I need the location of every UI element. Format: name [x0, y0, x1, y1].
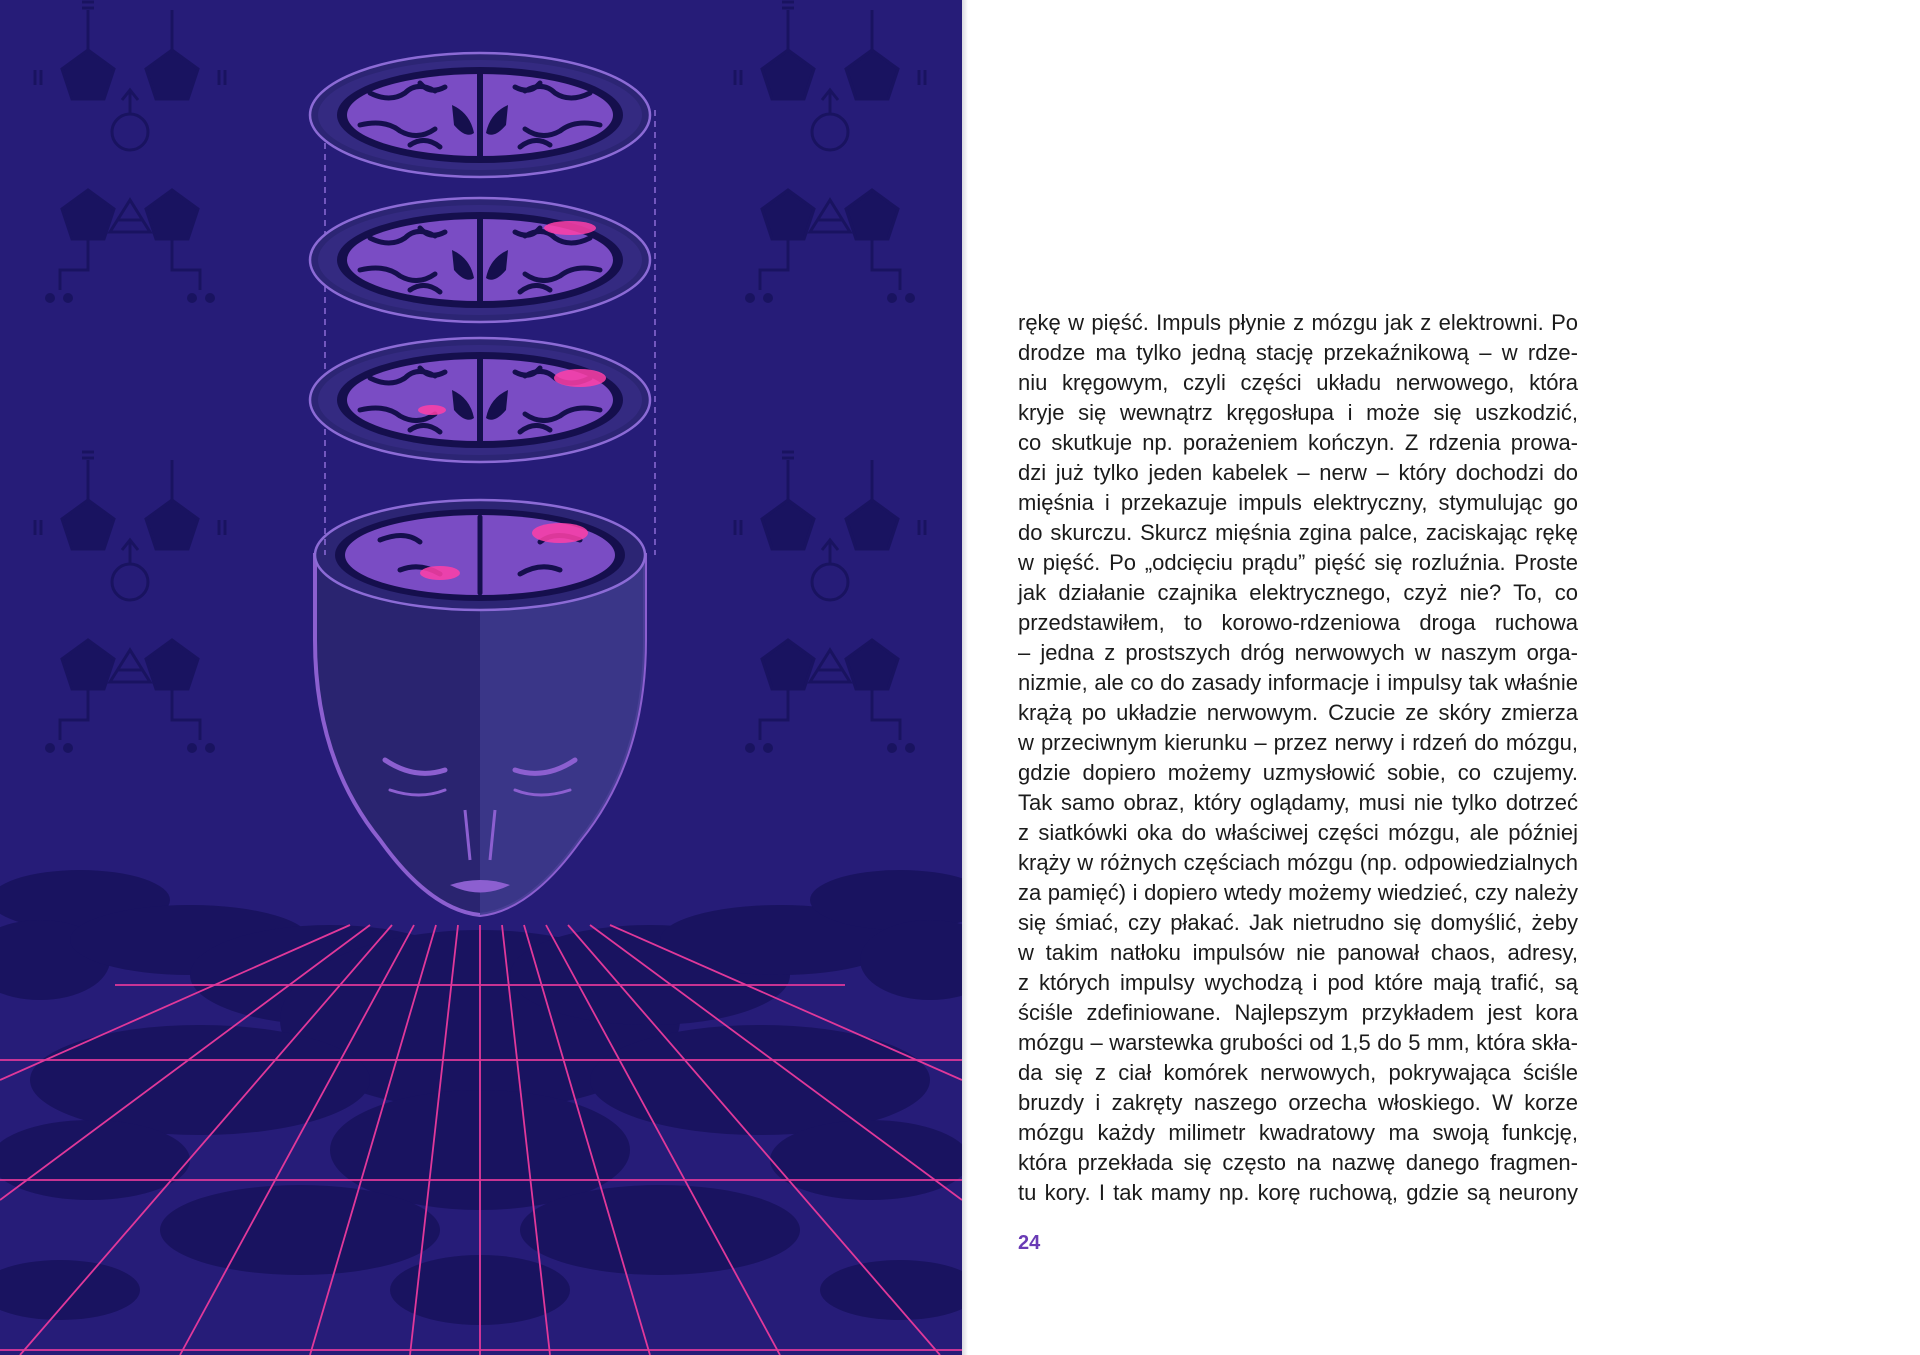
text-line: nizmie, ale co do zasady informacje i impulsy tak właśnie — [1018, 670, 1578, 695]
text-line: niu kręgowym, czyli części układu nerwowego, która — [1018, 370, 1578, 395]
text-line: ściśle zdefiniowane. Najlepszym przykładem jest kora — [1018, 1000, 1578, 1025]
text-line: – jedna z prostszych dróg nerwowych w naszym orga- — [1018, 640, 1578, 665]
text-line: rękę w pięść. Impuls płynie z mózgu jak z elektrowni. Po — [1018, 310, 1578, 335]
text-line: krąży w różnych częściach mózgu (np. odpowiedzialnych — [1018, 850, 1578, 875]
text-line: drodze ma tylko jedną stację przekaźnikową – w rdze- — [1018, 340, 1578, 365]
text-line: która przekłada się często na nazwę danego fragmen- — [1018, 1150, 1578, 1175]
text-line: z siatkówki oka do właściwej części mózgu, ale później — [1018, 820, 1578, 845]
text-line: tu kory. I tak mamy np. korę ruchową, gdzie są neurony — [1018, 1180, 1578, 1205]
page-number: 24 — [1018, 1232, 1041, 1254]
text-line: jak działanie czajnika elektrycznego, czyż nie? To, co — [1018, 580, 1578, 605]
text-line: dzi już tylko jeden kabelek – nerw – który dochodzi do — [1018, 460, 1578, 485]
text-line: gdzie dopiero możemy uzmysłowić sobie, co czujemy. — [1018, 760, 1578, 785]
text-line: kryje się wewnątrz kręgosłupa i może się uszkodzić, — [1018, 400, 1578, 425]
text-line: do skurczu. Skurcz mięśnia zgina palce, zaciskając rękę — [1018, 520, 1578, 545]
text-line: za pamięć) i dopiero wtedy możemy wiedzieć, czy należy — [1018, 880, 1578, 905]
text-line: krążą po układzie nerwowym. Czucie ze skóry zmierza — [1018, 700, 1578, 725]
text-line: się śmiać, czy płakać. Jak nietrudno się domyślić, żeby — [1018, 910, 1578, 935]
text-page — [968, 0, 1920, 1355]
text-line: w przeciwnym kierunku – przez nerwy i rdzeń do mózgu, — [1018, 730, 1578, 755]
text-line: mózgu – warstewka grubości od 1,5 do 5 mm, która skła- — [1018, 1030, 1578, 1055]
text-line: w takim natłoku impulsów nie panował chaos, adresy, — [1018, 940, 1578, 965]
brain-slice-icon — [310, 53, 650, 462]
text-line: w pięść. Po „odcięciu prądu” pięść się rozluźnia. Proste — [1018, 550, 1578, 575]
body-text — [1018, 308, 1578, 1208]
text-line: z których impulsy wychodzą i pod które mają trafić, są — [1018, 970, 1578, 995]
text-line: przedstawiłem, to korowo-rdzeniowa droga ruchowa — [1018, 610, 1578, 635]
text-line: co skutkuje np. porażeniem kończyn. Z rdzenia prowa- — [1018, 430, 1578, 455]
text-line: bruzdy i zakręty naszego orzecha włoskiego. W korze — [1018, 1090, 1578, 1115]
text-line: mięśnia i przekazuje impuls elektryczny, stymulując go — [1018, 490, 1578, 515]
text-line: da się z ciał komórek nerwowych, pokrywająca ściśle — [1018, 1060, 1578, 1085]
text-line: mózgu każdy milimetr kwadratowy ma swoją funkcję, — [1018, 1120, 1578, 1145]
text-line: Tak samo obraz, który oglądamy, musi nie tylko dotrzeć — [1018, 790, 1578, 815]
